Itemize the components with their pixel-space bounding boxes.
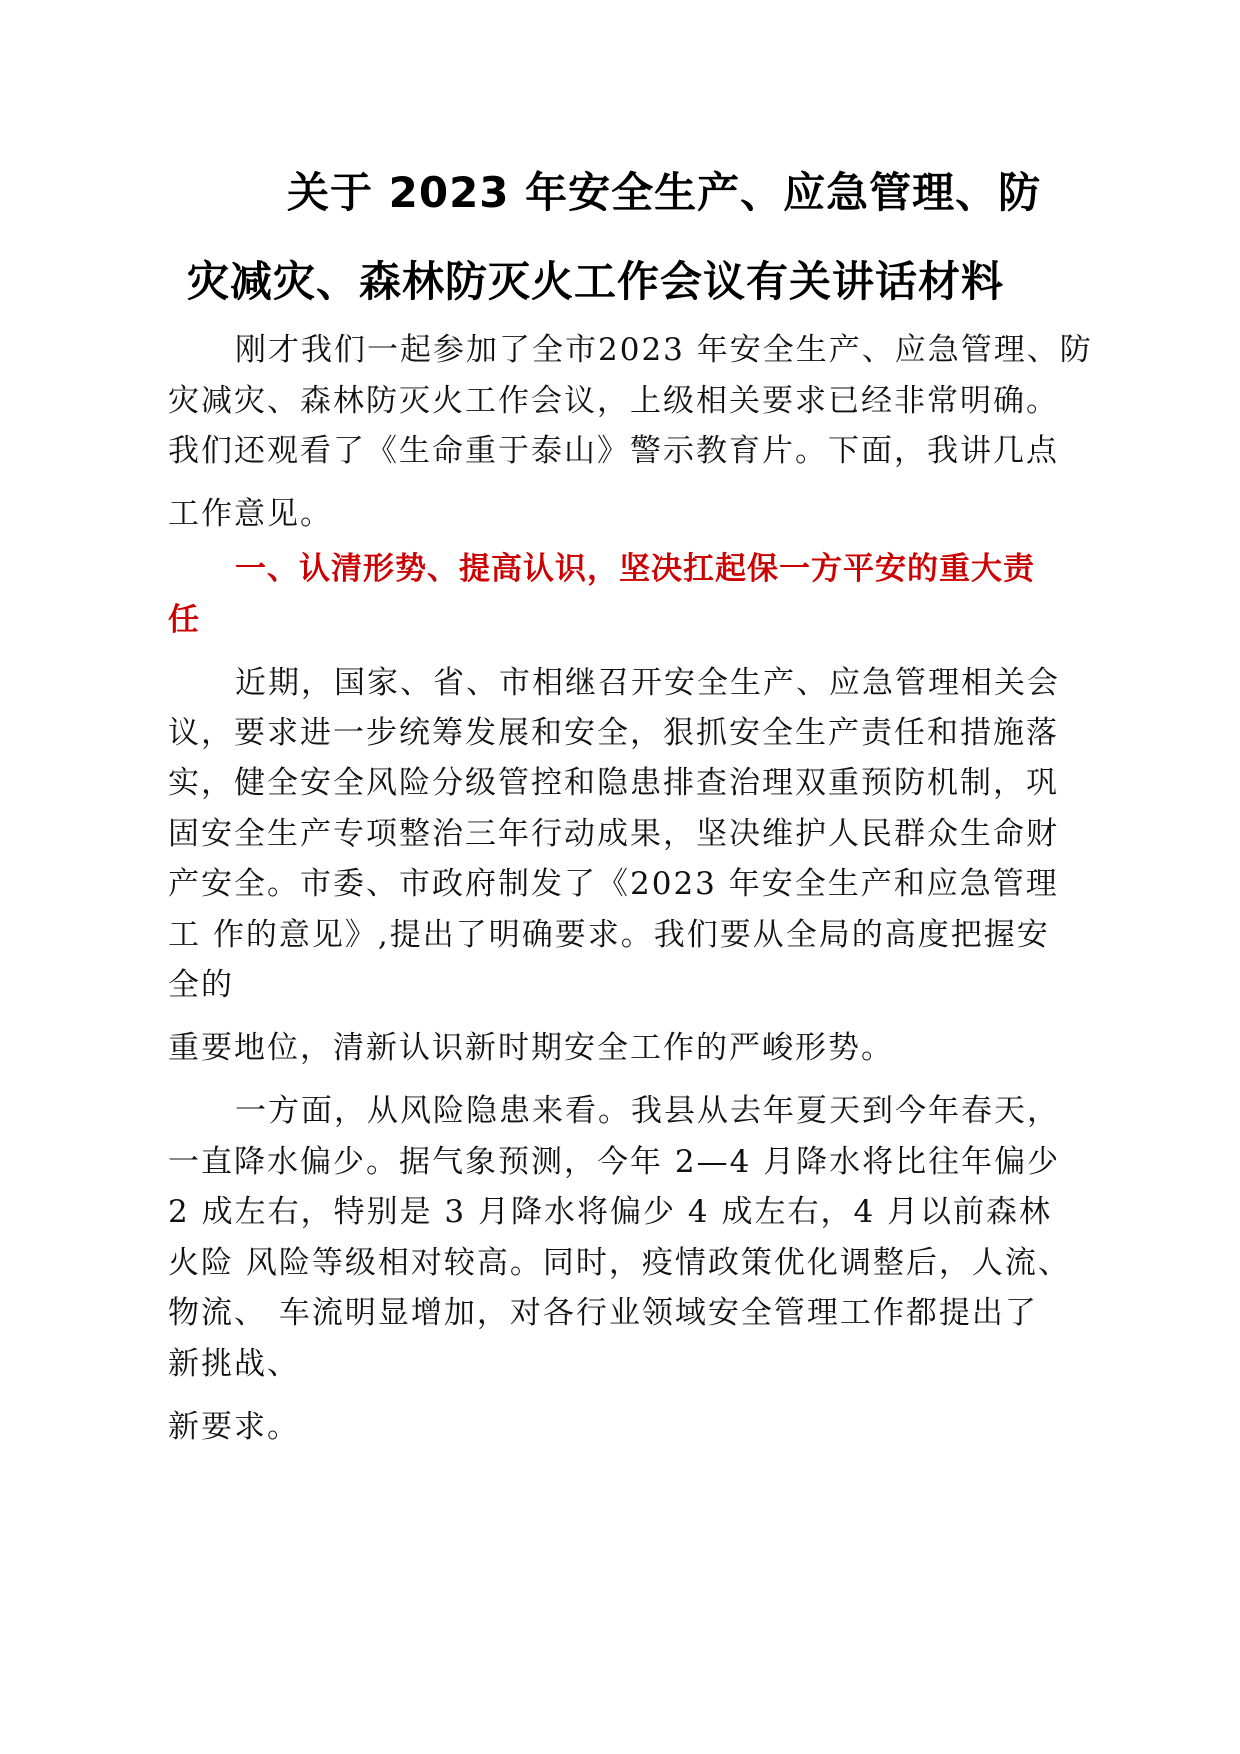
section-heading-line-2: 任 <box>168 602 200 638</box>
para2-line-5: 物流、 车流明显增加，对各行业领域安全管理工作都提出了 <box>168 1295 1038 1331</box>
para2-line-7: 新要求。 <box>168 1409 300 1445</box>
para2-line-6: 新挑战、 <box>168 1346 300 1382</box>
intro-line-1: 刚才我们一起参加了全市2023 年安全生产、应急管理、防 <box>235 332 1093 368</box>
para1-line-6: 工 作的意见》,提出了明确要求。我们要从全局的高度把握安 <box>168 917 1050 953</box>
para1-line-4: 固安全生产专项整治三年行动成果，坚决维护人民群众生命财 <box>168 816 1059 852</box>
para1-line-1: 近期，国家、省、市相继召开安全生产、应急管理相关会 <box>235 665 1060 701</box>
section-heading-line-1: 一、认清形势、提高认识，坚决扛起保一方平安的重大责 <box>235 551 1035 587</box>
para1-line-2: 议，要求进一步统筹发展和安全，狠抓安全生产责任和措施落 <box>168 715 1059 751</box>
para1-line-8: 重要地位，清新认识新时期安全工作的严峻形势。 <box>168 1030 894 1066</box>
para2-line-3: 2 成左右，特别是 3 月降水将偏少 4 成左右，4 月以前森林 <box>168 1194 1053 1230</box>
para1-line-7: 全的 <box>168 967 234 1003</box>
para2-line-1: 一方面，从风险隐患来看。我县从去年夏天到今年春天， <box>235 1093 1060 1129</box>
para1-line-5: 产安全。市委、市政府制发了《2023 年安全生产和应急管理 <box>168 866 1059 902</box>
para2-line-2: 一直降水偏少。据气象预测，今年 2—4 月降水将比往年偏少 <box>168 1144 1061 1180</box>
para1-line-3: 实，健全安全风险分级管控和隐患排查治理双重预防机制，巩 <box>168 765 1059 801</box>
intro-line-2: 灾减灾、森林防灭火工作会议，上级相关要求已经非常明确。 <box>168 383 1059 419</box>
para2-line-4: 火险 风险等级相对较高。同时，疫情政策优化调整后，人流、 <box>168 1245 1071 1281</box>
document-title-line-1: 关于 2023 年安全生产、应急管理、防 <box>287 168 1042 217</box>
document-title-line-2: 灾减灾、森林防灭火工作会议有关讲话材料 <box>187 257 1005 306</box>
intro-line-4: 工作意见。 <box>168 496 333 532</box>
intro-line-3: 我们还观看了《生命重于泰山》警示教育片。下面，我讲几点 <box>168 433 1059 469</box>
